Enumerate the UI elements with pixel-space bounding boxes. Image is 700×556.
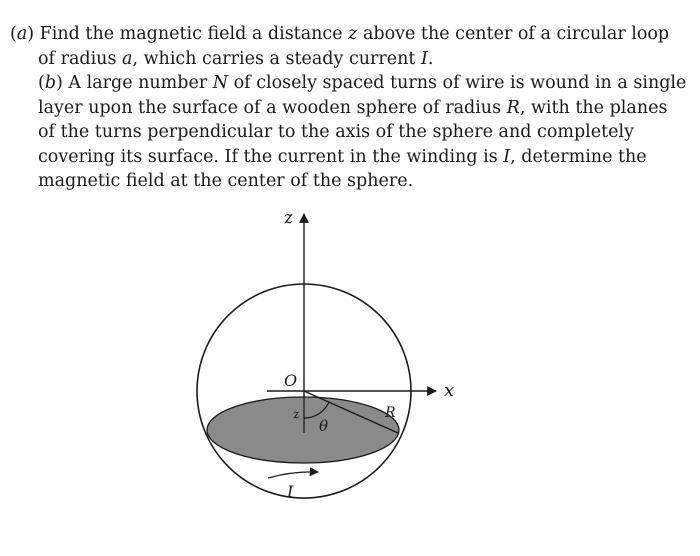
part-b-text-2: of closely spaced turns of wire is wound in a single layer upon the surface of a wooden sphere of radius [38, 73, 687, 118]
var-r: R [506, 97, 520, 118]
x-axis-label: x [444, 380, 455, 401]
var-a: a [122, 48, 133, 69]
z-axis-label: z [282, 207, 295, 229]
part-a-text-1: Find the magnetic field a distance [34, 24, 349, 44]
z-distance-label: z [291, 406, 301, 422]
part-a-text-4: . [427, 48, 434, 69]
var-z: z [348, 24, 358, 44]
part-b-text-1: A large number [62, 73, 213, 93]
current-arrow [268, 472, 318, 478]
origin-label: O [284, 371, 298, 390]
part-a-text-3: , which carries a steady current [132, 48, 421, 69]
var-current-a: I [420, 48, 428, 69]
var-current-b: I [503, 146, 511, 167]
part-b-text-3: , with the planes of the turns perpendicular to the axis of the sphere and completely covering its surface. If the current in the winding is [38, 97, 668, 167]
var-n: N [212, 73, 229, 93]
current-disk [207, 397, 399, 463]
part-b-label: (b) [38, 73, 63, 93]
radius-label: R [385, 405, 396, 421]
current-label: I [287, 482, 294, 501]
part-a-label: (a) [10, 24, 35, 44]
theta-label: θ [319, 417, 329, 435]
part-a-text-2: above the center of a circular loop of radius [38, 24, 670, 69]
part-b-text-4: , determine the magnetic field at the center of the sphere. [38, 146, 647, 191]
